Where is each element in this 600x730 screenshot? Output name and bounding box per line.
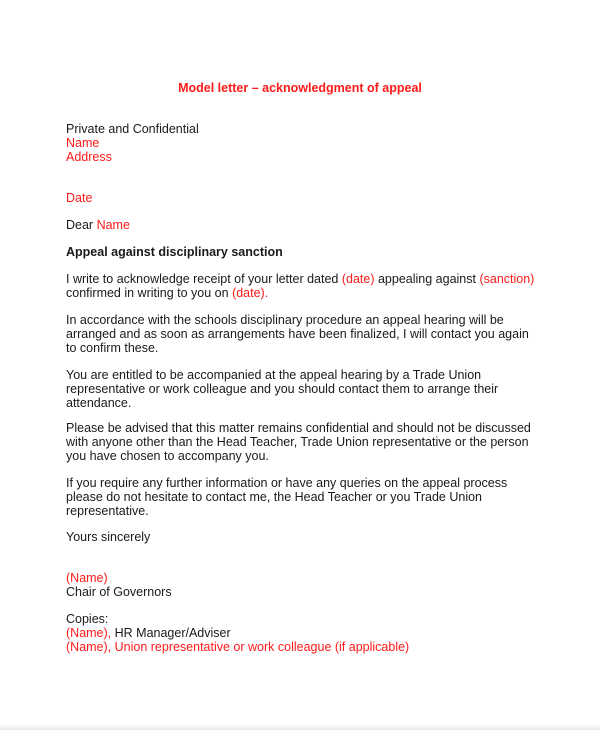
salutation-prefix: Dear	[66, 218, 97, 232]
para2-line2: arranged and as soon as arrangements have been finalized, I will contact you again	[66, 327, 529, 341]
confidential-line: Private and Confidential	[66, 122, 199, 136]
para1-text-e: confirmed in writing to you on	[66, 286, 233, 300]
date-placeholder: Date	[66, 191, 93, 205]
para5-line3: representative.	[66, 504, 149, 518]
page-bottom-edge	[0, 724, 600, 730]
letter-title: Model letter – acknowledgment of appeal	[178, 81, 422, 95]
para4-line3: you have chosen to accompany you.	[66, 449, 269, 463]
sanction-placeholder: (sanction)	[479, 272, 535, 286]
para3-line3: attendance.	[66, 396, 132, 410]
salutation-name-placeholder: Name	[96, 218, 130, 232]
para3-line2: representative or work colleague and you should contact them to arrange their	[66, 382, 499, 396]
recipient-name-placeholder: Name	[66, 136, 100, 150]
para1-line2	[66, 286, 268, 300]
subject-heading: Appeal against disciplinary sanction	[66, 245, 283, 259]
salutation	[66, 218, 130, 232]
copy-line-2: (Name), Union representative or work colleague (if applicable)	[66, 640, 410, 654]
para4-line2: with anyone other than the Head Teacher, Trade Union representative or the person	[66, 435, 529, 449]
signer-name-placeholder: (Name)	[66, 571, 108, 585]
para3-line1: You are entitled to be accompanied at the appeal hearing by a Trade Union	[66, 368, 482, 382]
para5-line2: please do not hesitate to contact me, the Head Teacher or you Trade Union	[66, 490, 483, 504]
para1-line1	[66, 272, 534, 286]
para2-line1: In accordance with the schools disciplinary procedure an appeal hearing will be	[66, 313, 504, 327]
para5-line1: If you require any further information or have any queries on the appeal process	[66, 476, 508, 490]
para1-text-a: I write to acknowledge receipt of your letter dated	[66, 272, 342, 286]
copy1-role: HR Manager/Adviser	[111, 626, 231, 640]
para1-text-c: appealing against	[374, 272, 480, 286]
recipient-address-placeholder: Address	[66, 150, 112, 164]
signer-role: Chair of Governors	[66, 585, 172, 599]
date-placeholder-2: (date).	[232, 286, 269, 300]
para2-line3: to confirm these.	[66, 341, 159, 355]
copy1-name-placeholder: (Name),	[66, 626, 112, 640]
copy-line-1	[66, 626, 231, 640]
copies-label: Copies:	[66, 612, 109, 626]
closing: Yours sincerely	[66, 530, 151, 544]
para4-line1: Please be advised that this matter remains confidential and should not be discussed	[66, 421, 531, 435]
date-placeholder-1: (date)	[341, 272, 375, 286]
